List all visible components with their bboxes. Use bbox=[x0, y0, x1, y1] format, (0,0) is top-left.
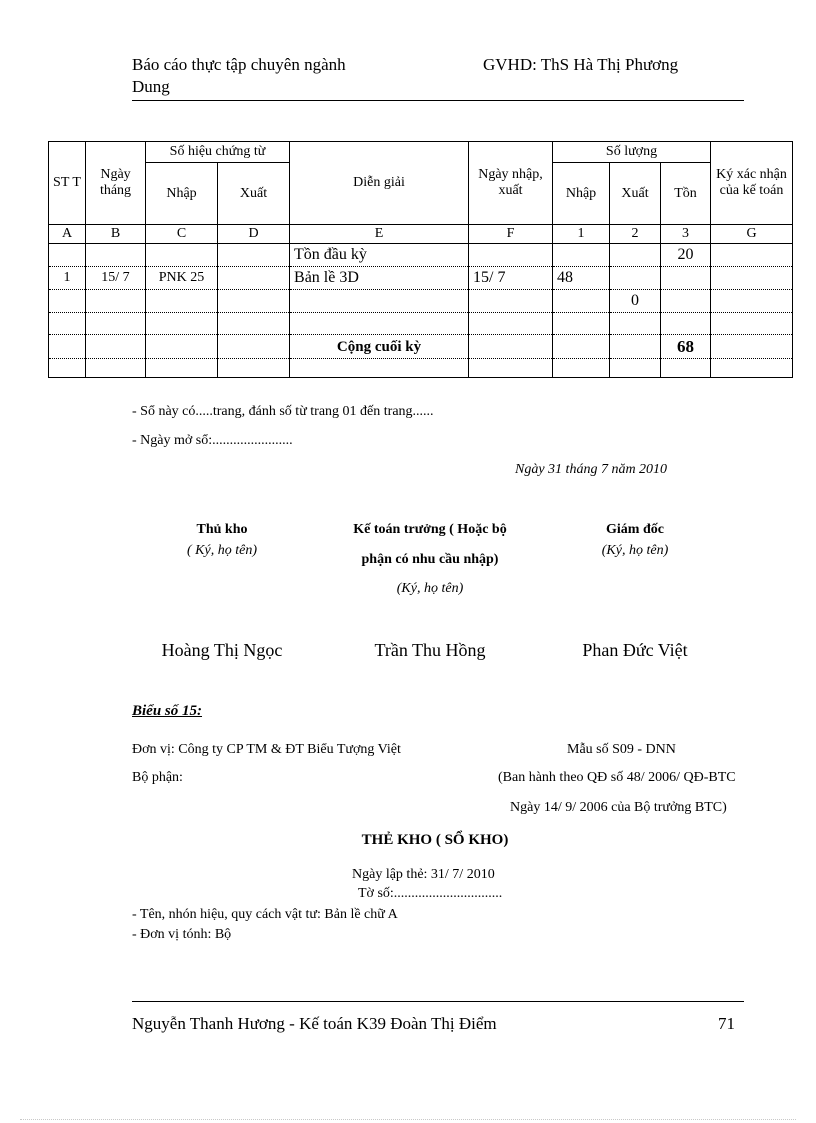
table-row bbox=[49, 290, 793, 313]
template-code: Mẫu số S09 - DNN bbox=[567, 742, 676, 757]
cell-doc-in bbox=[146, 335, 218, 359]
storekeeper-title: Thủ kho bbox=[196, 522, 248, 537]
header-rule bbox=[132, 100, 744, 101]
code-cell: A bbox=[49, 225, 86, 244]
cell-stt bbox=[49, 335, 86, 359]
sheet-number: Tờ số:............................... bbox=[358, 886, 503, 901]
note-pages: - Sổ này có.....trang, đánh số từ trang 01 đến trang...... bbox=[132, 404, 434, 419]
decree-line-1: (Ban hành theo QĐ số 48/ 2006/ QĐ-BTC bbox=[498, 770, 736, 785]
cell-qty-stock bbox=[661, 359, 711, 378]
header-row-1 bbox=[49, 142, 793, 163]
cell-doc-in bbox=[146, 313, 218, 335]
accountant-name: Trần Thu Hồng bbox=[374, 640, 486, 660]
cell-sign bbox=[711, 313, 793, 335]
table-row bbox=[49, 335, 793, 359]
code-cell: C bbox=[146, 225, 218, 244]
cell-desc: Bản lề 3D bbox=[290, 267, 469, 290]
cell-date bbox=[86, 290, 146, 313]
cell-stt bbox=[49, 313, 86, 335]
col-qty-out: Xuất bbox=[610, 163, 661, 225]
report-title: Báo cáo thực tập chuyên ngành bbox=[132, 55, 346, 74]
cell-doc-out bbox=[218, 267, 290, 290]
cell-qty-in: 48 bbox=[553, 267, 610, 290]
footer-author: Nguyễn Thanh Hương - Kế toán K39 Đoàn Thị Điểm bbox=[132, 1014, 497, 1033]
cell-qty-stock bbox=[661, 267, 711, 290]
col-sign: Ký xác nhận của kế toán bbox=[711, 142, 793, 225]
decree-line-2: Ngày 14/ 9/ 2006 của Bộ trưởng BTC) bbox=[510, 800, 727, 815]
col-stt: ST T bbox=[49, 142, 86, 225]
storekeeper-name: Hoàng Thị Ngọc bbox=[161, 640, 283, 660]
cell-qty-in bbox=[553, 335, 610, 359]
page-edge bbox=[20, 1119, 796, 1120]
card-created: Ngày lập thẻ: 31/ 7/ 2010 bbox=[352, 867, 495, 882]
form-label: Biểu số 15: bbox=[132, 703, 203, 719]
cell-sign bbox=[711, 267, 793, 290]
code-row bbox=[49, 225, 793, 244]
code-cell: G bbox=[711, 225, 793, 244]
cell-qty-in bbox=[553, 359, 610, 378]
cell-sign bbox=[711, 244, 793, 267]
director-sub: (Ký, họ tên) bbox=[601, 543, 669, 558]
cell-sign bbox=[711, 335, 793, 359]
cell-qty-out bbox=[610, 335, 661, 359]
cell-doc-out bbox=[218, 359, 290, 378]
cell-doc-in bbox=[146, 290, 218, 313]
department: Bộ phận: bbox=[132, 770, 183, 785]
table-row bbox=[49, 359, 793, 378]
code-cell: 2 bbox=[610, 225, 661, 244]
cell-qty-stock: 20 bbox=[661, 244, 711, 267]
director-name: Phan Đức Việt bbox=[582, 640, 688, 660]
cell-io-date bbox=[469, 313, 553, 335]
col-io-date: Ngày nhập, xuất bbox=[469, 142, 553, 225]
cell-desc bbox=[290, 313, 469, 335]
cell-date bbox=[86, 335, 146, 359]
cell-io-date: 15/ 7 bbox=[469, 267, 553, 290]
cell-qty-out bbox=[610, 313, 661, 335]
cell-date bbox=[86, 313, 146, 335]
code-cell: 3 bbox=[661, 225, 711, 244]
supervisor: GVHD: ThS Hà Thị Phương bbox=[483, 55, 679, 74]
unit-of-measure: - Đơn vị tónh: Bộ bbox=[132, 927, 232, 942]
cell-desc: Tồn đầu kỳ bbox=[290, 244, 469, 267]
accountant-sub: (Ký, họ tên) bbox=[396, 581, 464, 596]
cell-doc-out bbox=[218, 290, 290, 313]
cell-sign bbox=[711, 359, 793, 378]
report-title-cont: Dung bbox=[132, 77, 170, 96]
cell-qty-in bbox=[553, 313, 610, 335]
cell-desc bbox=[290, 359, 469, 378]
storekeeper-sub: ( Ký, họ tên) bbox=[187, 543, 257, 558]
code-cell: D bbox=[218, 225, 290, 244]
table-row bbox=[49, 244, 793, 267]
col-date: Ngày tháng bbox=[86, 142, 146, 225]
cell-doc-out bbox=[218, 244, 290, 267]
stock-card-table bbox=[48, 141, 793, 378]
cell-stt bbox=[49, 290, 86, 313]
code-cell: E bbox=[290, 225, 469, 244]
note-open-date: - Ngày mở sổ:....................... bbox=[132, 433, 293, 448]
cell-sign bbox=[711, 290, 793, 313]
table-row bbox=[49, 313, 793, 335]
col-doc-out: Xuất bbox=[218, 163, 290, 225]
cell-date bbox=[86, 244, 146, 267]
code-cell: B bbox=[86, 225, 146, 244]
cell-io-date bbox=[469, 335, 553, 359]
accountant-title-cont: phận có nhu cầu nhập) bbox=[361, 552, 499, 567]
cell-qty-stock bbox=[661, 290, 711, 313]
card-title: THẺ KHO ( SỔ KHO) bbox=[361, 832, 509, 848]
cell-io-date bbox=[469, 290, 553, 313]
cell-qty-out bbox=[610, 359, 661, 378]
col-doc-group: Số hiệu chứng từ bbox=[146, 142, 290, 163]
cell-qty-stock bbox=[661, 313, 711, 335]
col-doc-in: Nhập bbox=[146, 163, 218, 225]
cell-qty-out bbox=[610, 267, 661, 290]
cell-date: 15/ 7 bbox=[86, 267, 146, 290]
accountant-title: Kế toán trưởng ( Hoặc bộ bbox=[353, 522, 507, 537]
cell-qty-out bbox=[610, 244, 661, 267]
cell-desc-total: Cộng cuối kỳ bbox=[290, 335, 469, 359]
unit-name: Đơn vị: Công ty CP TM & ĐT Biểu Tượng Việt bbox=[132, 742, 401, 757]
cell-date bbox=[86, 359, 146, 378]
cell-qty-in bbox=[553, 290, 610, 313]
cell-doc-in: PNK 25 bbox=[146, 267, 218, 290]
sign-date: Ngày 31 tháng 7 năm 2010 bbox=[515, 462, 668, 477]
code-cell: 1 bbox=[553, 225, 610, 244]
col-qty-stock: Tồn bbox=[661, 163, 711, 225]
cell-stt bbox=[49, 244, 86, 267]
code-cell: F bbox=[469, 225, 553, 244]
cell-qty-in bbox=[553, 244, 610, 267]
page-number: 71 bbox=[718, 1014, 735, 1033]
col-qty-in: Nhập bbox=[553, 163, 610, 225]
cell-qty-stock-total: 68 bbox=[661, 335, 711, 359]
footer-rule bbox=[132, 1001, 744, 1002]
col-qty-group: Số lượng bbox=[553, 142, 711, 163]
cell-stt bbox=[49, 359, 86, 378]
cell-stt: 1 bbox=[49, 267, 86, 290]
cell-qty-out: 0 bbox=[610, 290, 661, 313]
cell-desc bbox=[290, 290, 469, 313]
col-desc: Diễn giải bbox=[290, 142, 469, 225]
cell-io-date bbox=[469, 359, 553, 378]
item-name: - Tên, nhón hiệu, quy cách vật tư: Bản lề chữ A bbox=[132, 907, 398, 922]
cell-doc-in bbox=[146, 244, 218, 267]
director-title: Giám đốc bbox=[606, 522, 664, 537]
cell-io-date bbox=[469, 244, 553, 267]
cell-doc-out bbox=[218, 313, 290, 335]
cell-doc-in bbox=[146, 359, 218, 378]
table-row bbox=[49, 267, 793, 290]
cell-doc-out bbox=[218, 335, 290, 359]
